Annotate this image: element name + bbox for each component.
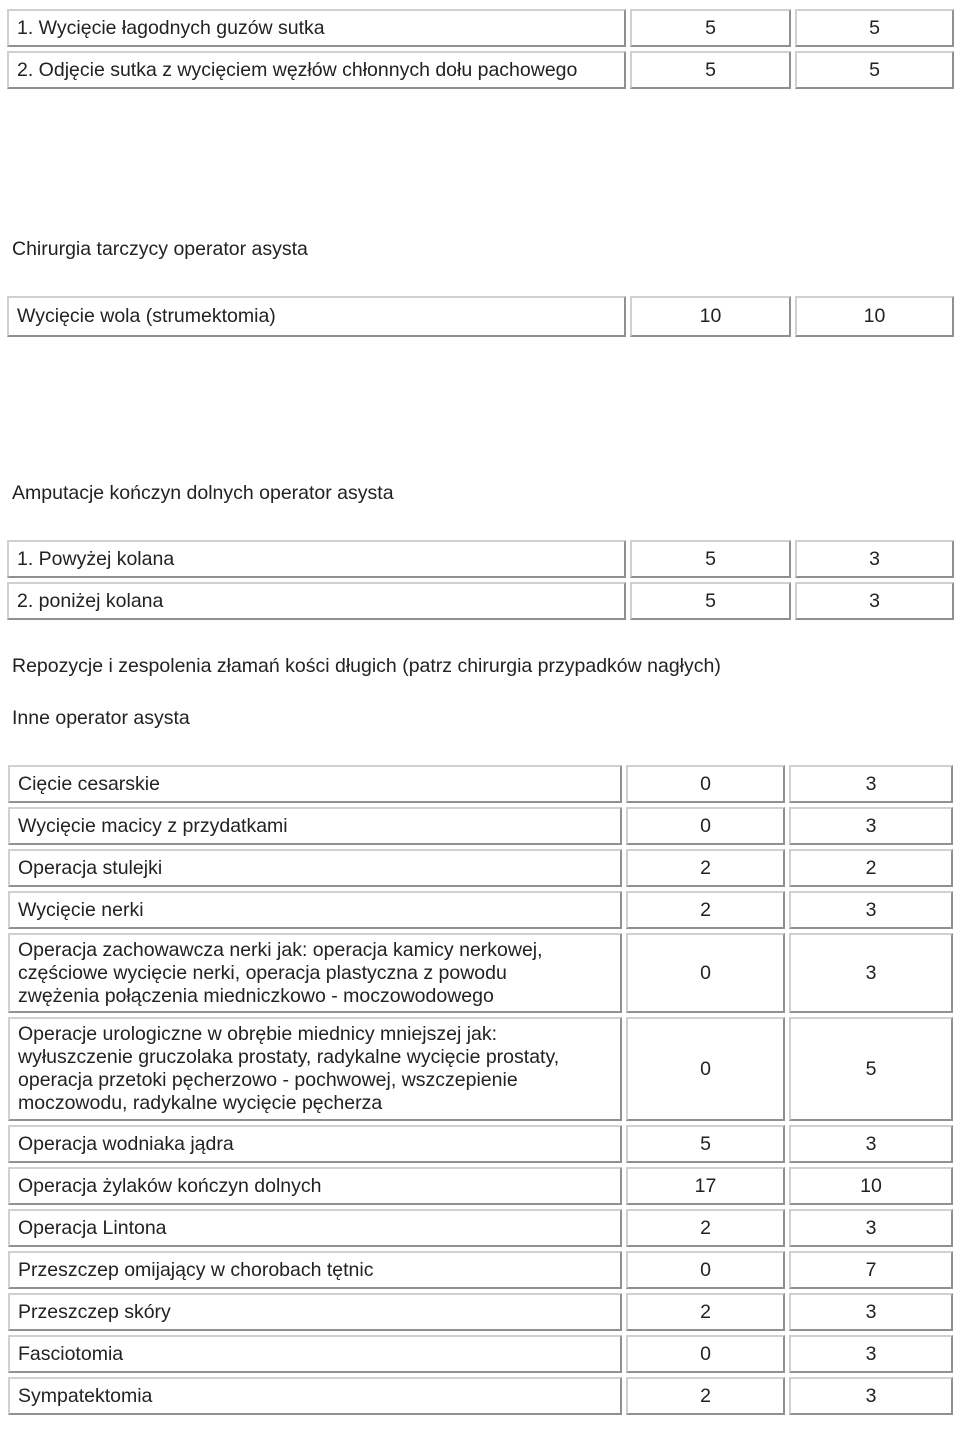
operator-count: 5 — [630, 540, 791, 578]
assistant-count: 3 — [789, 891, 953, 929]
table-row — [8, 1017, 953, 1121]
assistant-count: 3 — [795, 582, 954, 620]
operator-count: 0 — [626, 1335, 785, 1373]
table-row — [7, 9, 954, 47]
operator-count: 2 — [626, 849, 785, 887]
procedure-name: Sympatektomia — [8, 1377, 622, 1415]
table-row — [8, 1209, 953, 1247]
operator-count: 0 — [626, 765, 785, 803]
assistant-count: 2 — [789, 849, 953, 887]
procedure-name: 1. Wycięcie łagodnych guzów sutka — [7, 9, 626, 47]
procedure-name: Operacja Lintona — [8, 1209, 622, 1247]
assistant-count: 10 — [795, 296, 954, 337]
procedure-name: Operacja stulejki — [8, 849, 622, 887]
procedure-name: Wycięcie nerki — [8, 891, 622, 929]
assistant-count: 3 — [795, 540, 954, 578]
procedure-name: Wycięcie wola (strumektomia) — [7, 296, 626, 337]
table-row — [8, 849, 953, 887]
operator-count: 0 — [626, 933, 785, 1013]
assistant-count: 3 — [789, 1335, 953, 1373]
procedure-name: 1. Powyżej kolana — [7, 540, 626, 578]
operator-count: 10 — [630, 296, 791, 337]
operator-count: 2 — [626, 1209, 785, 1247]
fractures-note: Repozycje i zespolenia złamań kości długich (patrz chirurgia przypadków nagłych) — [12, 655, 721, 677]
table-row — [7, 582, 954, 620]
operator-count: 2 — [626, 891, 785, 929]
procedure-name: Wycięcie macicy z przydatkami — [8, 807, 622, 845]
table-row — [7, 296, 954, 337]
procedure-name-line: Operacje urologiczne w obrębie miednicy mniejszej jak: — [18, 1023, 498, 1045]
table-row — [7, 51, 954, 89]
procedure-name — [8, 1017, 622, 1121]
operator-count: 0 — [626, 1251, 785, 1289]
procedure-name-line: Operacja zachowawcza nerki jak: operacja kamicy nerkowej, — [18, 938, 543, 961]
assistant-count: 3 — [789, 1377, 953, 1415]
amputation-table — [3, 536, 958, 624]
amputation-heading: Amputacje kończyn dolnych operator asysta — [12, 482, 394, 504]
table-row — [8, 1293, 953, 1331]
assistant-count: 3 — [789, 807, 953, 845]
table-row — [8, 1251, 953, 1289]
operator-count: 0 — [626, 1017, 785, 1121]
procedure-name: 2. poniżej kolana — [7, 582, 626, 620]
table-row — [8, 765, 953, 803]
assistant-count: 3 — [789, 765, 953, 803]
operator-count: 5 — [626, 1125, 785, 1163]
table-row — [8, 1377, 953, 1415]
procedure-name-line: częściowe wycięcie nerki, operacja plastyczna z powodu — [18, 961, 507, 984]
assistant-count: 5 — [795, 9, 954, 47]
assistant-count: 3 — [789, 1125, 953, 1163]
assistant-count: 5 — [789, 1017, 953, 1121]
procedure-name: 2. Odjęcie sutka z wycięciem węzłów chłonnych dołu pachowego — [7, 51, 626, 89]
thyroid-heading: Chirurgia tarczycy operator asysta — [12, 238, 308, 260]
operator-count: 5 — [630, 582, 791, 620]
procedure-name-line: moczowodu, radykalne wycięcie pęcherza — [18, 1092, 383, 1114]
thyroid-table — [3, 292, 958, 341]
procedure-name: Przeszczep omijający w chorobach tętnic — [8, 1251, 622, 1289]
operator-count: 5 — [630, 51, 791, 89]
operator-count: 2 — [626, 1377, 785, 1415]
procedure-name-line: operacja przetoki pęcherzowo - pochwowej, wszczepienie — [18, 1069, 518, 1091]
table-row — [8, 1125, 953, 1163]
breast-surgery-table — [3, 5, 958, 93]
procedure-name — [8, 933, 622, 1013]
table-row — [8, 1335, 953, 1373]
procedure-name: Cięcie cesarskie — [8, 765, 622, 803]
procedure-name-line: wyłuszczenie gruczolaka prostaty, radykalne wycięcie prostaty, — [18, 1046, 560, 1068]
assistant-count: 3 — [789, 933, 953, 1013]
procedure-name: Operacja żylaków kończyn dolnych — [8, 1167, 622, 1205]
table-row — [7, 540, 954, 578]
assistant-count: 3 — [789, 1293, 953, 1331]
table-row — [8, 933, 953, 1013]
procedure-name: Przeszczep skóry — [8, 1293, 622, 1331]
procedure-name-line: zwężenia połączenia miedniczkowo - moczowodowego — [18, 984, 494, 1007]
other-heading: Inne operator asysta — [12, 707, 190, 729]
operator-count: 0 — [626, 807, 785, 845]
operator-count: 2 — [626, 1293, 785, 1331]
operator-count: 17 — [626, 1167, 785, 1205]
table-row — [8, 891, 953, 929]
procedure-name: Fasciotomia — [8, 1335, 622, 1373]
assistant-count: 3 — [789, 1209, 953, 1247]
procedure-name: Operacja wodniaka jądra — [8, 1125, 622, 1163]
table-row — [8, 807, 953, 845]
assistant-count: 10 — [789, 1167, 953, 1205]
operator-count: 5 — [630, 9, 791, 47]
table-row — [8, 1167, 953, 1205]
assistant-count: 7 — [789, 1251, 953, 1289]
assistant-count: 5 — [795, 51, 954, 89]
other-procedures-table — [4, 761, 957, 1419]
